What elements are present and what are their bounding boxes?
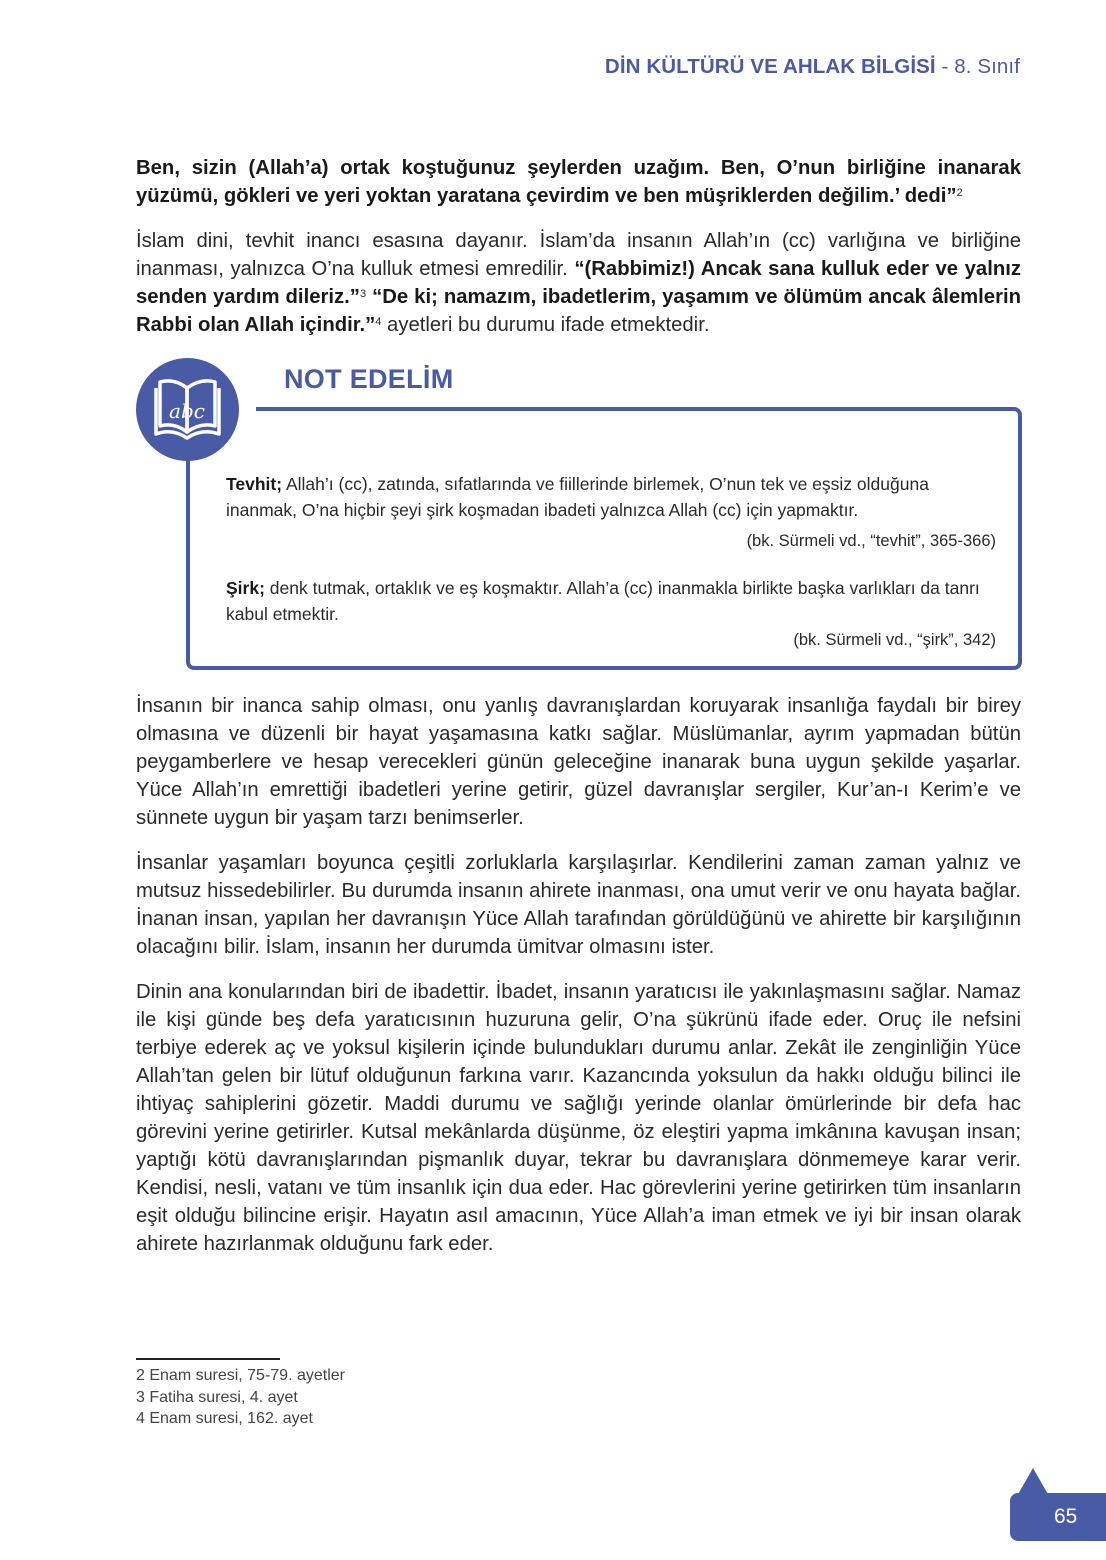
quote-paragraph <box>136 154 1021 210</box>
definition: denk tutmak, ortaklık ve eş koşmaktır. Allah’a (cc) inanmakla birlikte başka varlıkları da tanrı kabul etmektir. <box>226 578 980 624</box>
verse: “De ki; namazım, ibadetlerim, yaşamım ve ölümüm ancak âlemlerin Rabbi olan Allah içindir.” <box>136 286 1022 336</box>
paragraph: İnsanlar yaşamları boyunca çeşitli zorluklarla karşılaşırlar. Kendilerini zaman zaman yalnız ve mutsuz hissedebilirler. Bu durumda insanın ahirete inanması, ona umut verir ve onu hayata bağlar. İnanan insan, yapılan her davranışın Yüce Allah tarafından görüldüğünü ve ahirette bir karşılığının olacağını bilir. İslam, insanın her durumda ümitvar olmasını ister. <box>136 852 1021 958</box>
footnote: 2 Enam suresi, 75-79. ayetler <box>136 1367 345 1384</box>
text: ayetleri bu durumu ifade etmektedir. <box>381 314 710 336</box>
note-box <box>186 407 1022 670</box>
term: Şirk; <box>226 578 265 598</box>
footnote-ref: 3 <box>359 288 367 300</box>
footnote: 3 Fatiha suresi, 4. ayet <box>136 1389 298 1406</box>
term: Tevhit; <box>226 474 283 494</box>
paragraph-tevhid <box>136 227 1021 339</box>
book-abc-icon <box>136 358 239 461</box>
paragraph: Dinin ana konularından biri de ibadettir. İbadet, insanın yaratıcısı ile yakınlaşmasını sağlar. Namaz ile kişi günde beş defa yaratıcısının huzuruna gelir, O’na şükrünü ifade eder. Oruç ile nefsini terbiye ederek aç ve yoksul kişilerin içinde bulundukları durumu anlar. Zekât ile zenginliğin Yüce Allah’tan gelen bir lütuf olduğunun farkına varır. Kazancında yoksulun da hakkı olduğu bilinci ile ihtiyaç sahiplerini gözetir. Maddi durumu ve sağlığı yerinde olanlar ömürlerinde bir defa hac görevini yerine getirirler. Kutsal mekânlarda düşünme, öz eleştiri yapma imkânına kavuşan insan; yaptığı kötü davranışlarından pişmanlık duyar, tekrar bu davranışlara dönmemeye karar verir. Kendisi, nesli, vatanı ve tüm insanlık için dua eder. Hac görevlerini yerine getirirken tüm insanların eşit olduğu bilincine erişir. Hayatın asıl amacının, Yüce Allah’a iman etmek ve iyi bir insan olarak ahirete hazırlanmak olduğunu fark eder. <box>136 981 1021 1255</box>
grade-label: - 8. Sınıf <box>935 55 1020 78</box>
page-number: 65 <box>1054 1505 1078 1528</box>
citation: (bk. Sürmeli vd., “tevhit”, 365-366) <box>746 532 996 550</box>
book-title: DİN KÜLTÜRÜ VE AHLAK BİLGİSİ <box>604 55 936 78</box>
verse: “(Rabbimiz!) Ancak sana kulluk eder ve yalnız senden yardım dileriz.” <box>136 258 1021 308</box>
note-item-tevhit <box>226 471 1000 523</box>
footnote-ref: 2 <box>956 187 963 199</box>
footnote-divider <box>136 1358 280 1360</box>
text: İslam dini, tevhit inancı esasına dayanır. İslam’da insanın Allah’ın (cc) varlığına ve birliğine inanması, yalnızca O’na kulluk etmesi emredilir. <box>136 230 1021 280</box>
running-header <box>605 55 1020 79</box>
note-title: NOT EDELİM <box>284 364 454 394</box>
footnote-ref: 4 <box>375 316 382 328</box>
note-item-sirk <box>226 575 1000 627</box>
citation: (bk. Sürmeli vd., “şirk”, 342) <box>793 631 996 649</box>
svg-text:abc: abc <box>169 399 205 423</box>
page-tab-arrow <box>1017 1468 1049 1496</box>
footnote: 4 Enam suresi, 162. ayet <box>136 1410 313 1427</box>
quote-text: Ben, sizin (Allah’a) ortak koştuğunuz şeylerden uzağım. Ben, O’nun birliğine inanarak yüzümü, gökleri ve yeri yoktan yaratana çevirdim ve ben müşriklerden değilim.’ dedi” <box>136 157 1021 207</box>
paragraph: İnsanın bir inanca sahip olması, onu yanlış davranışlardan koruyarak insanlığa faydalı bir birey olmasına ve düzenli bir hayat yaşamasına katkı sağlar. Müslümanlar, ayrım yapmadan bütün peygamberlere ve hesap verecekleri günün geleceğine inanarak buna uygun şekilde yaşarlar. Yüce Allah’ın emrettiği ibadetleri yerine getirir, güzel davranışlar sergiler, Kur’an-ı Kerim’e ve sünnete uygun bir yaşam tarzı benimserler. <box>136 695 1021 829</box>
definition: Allah’ı (cc), zatında, sıfatlarında ve fiillerinde birlemek, O’nun tek ve eşsiz olduğuna inanmak, O’na hiçbir şeyi şirk koşmadan ibadeti yalnızca Allah (cc) için yapmaktır. <box>226 474 929 520</box>
